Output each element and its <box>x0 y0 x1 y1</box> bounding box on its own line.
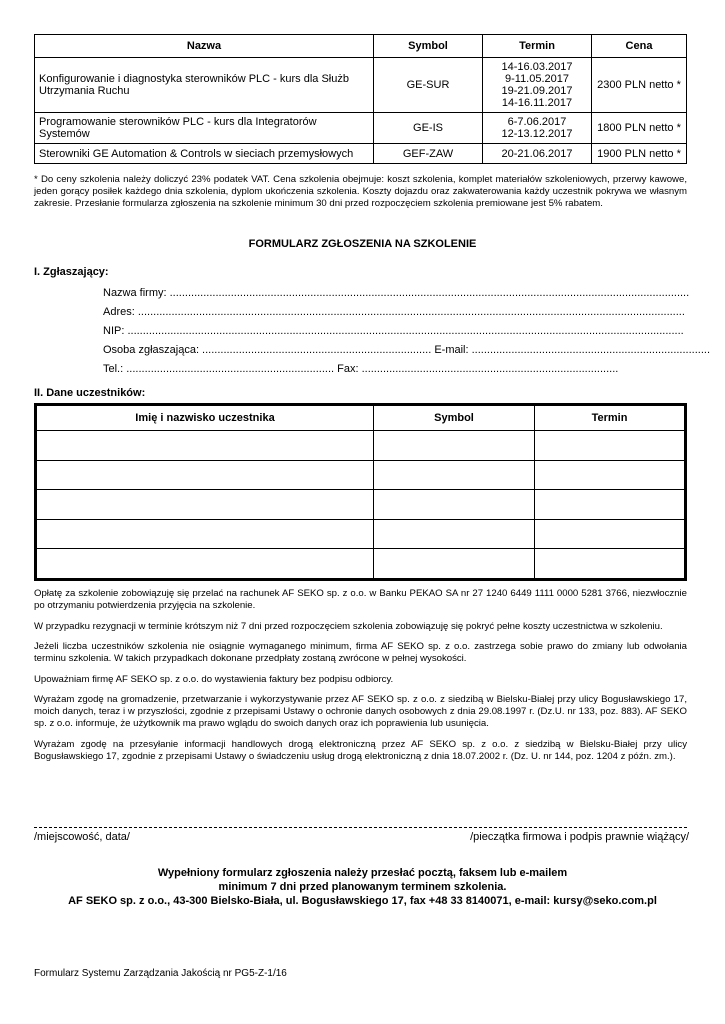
col-header-name: Nazwa <box>35 35 374 58</box>
participant-name-cell[interactable] <box>37 519 374 549</box>
signature-line <box>34 827 687 828</box>
table-row <box>37 431 685 461</box>
courses-header-row <box>35 35 687 58</box>
course-symbol: GEF-ZAW <box>374 144 483 164</box>
participants-header-row <box>37 406 685 431</box>
course-date: 9-11.05.2017 <box>504 73 570 85</box>
course-price: 2300 PLN netto * <box>592 58 687 113</box>
company-field[interactable]: Nazwa firmy: .......................................................................................................................................................................... <box>103 287 690 299</box>
table-row <box>37 519 685 549</box>
phone-fax-field[interactable]: Tel.: .................................................................... Fax: .................................................................................... <box>103 363 619 375</box>
participant-symbol-cell[interactable] <box>374 431 535 461</box>
table-row <box>37 460 685 490</box>
course-price: 1800 PLN netto * <box>592 113 687 144</box>
course-date: 19-21.09.2017 <box>501 85 573 97</box>
participant-date-cell[interactable] <box>535 460 685 490</box>
instructions-line: minimum 7 dni przed planowanym terminem szkolenia. <box>218 881 507 893</box>
course-date: 12-13.12.2017 <box>501 128 573 140</box>
form-title: FORMULARZ ZGŁOSZENIA NA SZKOLENIE <box>248 238 477 250</box>
address-label: Adres: <box>103 306 135 318</box>
document-id: Formularz Systemu Zarządzania Jakością nr PG5-Z-1/16 <box>34 968 287 979</box>
col-header-price: Cena <box>592 35 687 58</box>
participant-date-cell[interactable] <box>535 431 685 461</box>
course-date: 6-7.06.2017 <box>507 116 567 128</box>
course-date: 20-21.06.2017 <box>501 147 573 160</box>
company-label: Nazwa firmy: <box>103 287 167 299</box>
payment-paragraph: Opłatę za szkolenie zobowiązuję się przelać na rachunek AF SEKO sp. z o.o. w Banku PEKAO SA nr 27 1240 6449 1111 0000 5281 3766, niezwłocznie po otrzymaniu potwierdzenia przyjęcia na szkolenie. <box>34 588 687 611</box>
col-header-dates: Termin <box>535 406 685 431</box>
terms-section <box>34 588 687 771</box>
company-contact-line: AF SEKO sp. z o.o., 43-300 Bielsko-Biała, ul. Bogusławskiego 17, fax +48 33 8140071, e-mail: kursy@seko.com.pl <box>68 895 657 907</box>
email-label: E-mail: <box>434 344 469 356</box>
course-date: 14-16.11.2017 <box>501 97 573 109</box>
participants-table <box>36 405 685 579</box>
table-row <box>37 490 685 520</box>
participant-symbol-cell[interactable] <box>374 519 535 549</box>
resignation-paragraph: W przypadku rezygnacji w terminie krótszym niż 7 dni przed rozpoczęciem szkolenia zobowiązuję się pokryć pełne koszty uczestnictwa w szkoleniu. <box>34 620 663 632</box>
section2-title: II. Dane uczestników: <box>34 387 146 399</box>
submission-instructions <box>0 866 725 908</box>
participant-name-cell[interactable] <box>37 490 374 520</box>
participant-symbol-cell[interactable] <box>374 460 535 490</box>
participant-name-cell[interactable] <box>37 549 374 579</box>
contact-email-field[interactable]: Osoba zgłaszająca: ........................................................................... E-mail: .............................................................................. <box>103 344 710 356</box>
course-price: 1900 PLN netto * <box>592 144 687 164</box>
participant-symbol-cell[interactable] <box>374 490 535 520</box>
course-name: Sterowniki GE Automation & Controls w sieciach przemysłowych <box>35 144 374 164</box>
address-field[interactable]: Adres: ................................................................................................................................................................................... <box>103 306 685 318</box>
table-row <box>35 58 687 113</box>
contact-label: Osoba zgłaszająca: <box>103 344 199 356</box>
course-dates <box>483 113 592 144</box>
participant-date-cell[interactable] <box>535 549 685 579</box>
fax-label: Fax: <box>337 363 359 375</box>
col-header-participant: Imię i nazwisko uczestnika <box>37 406 374 431</box>
minimum-participants-paragraph: Jeżeli liczba uczestników szkolenia nie osiągnie wymaganego minimum, firma AF SEKO sp. z o.o. zastrzega sobie prawo do zmiany lub odwołania terminu szkolenia. W takich przypadkach dokonane przedpłaty zostaną zwrócone w pełnej wysokości. <box>34 641 687 664</box>
col-header-dates: Termin <box>483 35 592 58</box>
stamp-signature-label: /pieczątka firmowa i podpis prawnie wiążący/ <box>470 831 689 843</box>
data-consent-paragraph: Wyrażam zgodę na gromadzenie, przetwarzanie i wykorzystywanie przez AF SEKO sp. z o.o. z siedzibą w Bielsku-Białej przy ulicy Bogusławskiego 17, moich danych, teraz i w przyszłości, zgodnie z przepisami Ustawy o ochronie danych osobowych z dnia 29.08.1997 r. (Dz.U. nr 133, poz. 883). AF SEKO sp. z o.o. informuje, że użytkownik ma prawo wglądu do swoich danych oraz ich poprawienia lub usunięcia. <box>34 694 687 729</box>
section1-title: I. Zgłaszający: <box>34 266 109 278</box>
price-note: * Do ceny szkolenia należy doliczyć 23% podatek VAT. Cena szkolenia obejmuje: koszt szkolenia, komplet materiałów szkoleniowych, przerwy kawowe, jeden gorący posiłek każdego dnia szkolenia, dyplom ukończenia szkolenia. Koszty dojazdu oraz zakwaterowania każdy uczestnik pokrywa we własnym zakresie. Przesłanie formularza zgłoszenia na szkolenie minimum 30 dni przed rozpoczęciem szkolenia premiowane jest 5% rabatem. <box>34 174 687 209</box>
participant-date-cell[interactable] <box>535 490 685 520</box>
invoice-paragraph: Upoważniam firmę AF SEKO sp. z o.o. do wystawienia faktury bez podpisu odbiorcy. <box>34 673 394 685</box>
course-symbol: GE-SUR <box>374 58 483 113</box>
table-row <box>37 549 685 579</box>
place-date-label: /miejscowość, data/ <box>34 831 130 843</box>
courses-table <box>34 34 687 164</box>
col-header-symbol: Symbol <box>374 35 483 58</box>
participant-name-cell[interactable] <box>37 431 374 461</box>
course-symbol: GE-IS <box>374 113 483 144</box>
col-header-symbol: Symbol <box>374 406 535 431</box>
nip-label: NIP: <box>103 325 125 337</box>
course-name: Programowanie sterowników PLC - kurs dla Integratorów Systemów <box>35 113 374 144</box>
participant-name-cell[interactable] <box>37 460 374 490</box>
participant-date-cell[interactable] <box>535 519 685 549</box>
table-row <box>35 113 687 144</box>
participant-symbol-cell[interactable] <box>374 549 535 579</box>
marketing-consent-paragraph: Wyrażam zgodę na przesyłanie informacji handlowych drogą elektroniczną przez AF SEKO sp. z o.o. z siedzibą w Bielsku-Białej przy ulicy Bogusławskiego 17, zgodnie z przepisami Ustawy o świadczeniu usług drogą elektroniczną z dnia 18.07.2002 r. (Dz. U. nr 144, poz. 1204 z późn. zm.). <box>34 738 687 762</box>
course-name: Konfigurowanie i diagnostyka sterowników PLC - kurs dla Służb Utrzymania Ruchu <box>35 58 374 113</box>
course-dates <box>483 58 592 113</box>
course-date: 14-16.03.2017 <box>501 61 573 73</box>
participants-table-frame <box>34 403 687 581</box>
course-dates <box>483 144 592 164</box>
nip-field[interactable]: NIP: ...................................................................................................................................................................................... <box>103 325 684 337</box>
table-row <box>35 144 687 164</box>
instructions-line: Wypełniony formularz zgłoszenia należy przesłać pocztą, faksem lub e-mailem <box>157 867 568 879</box>
phone-label: Tel.: <box>103 363 124 375</box>
